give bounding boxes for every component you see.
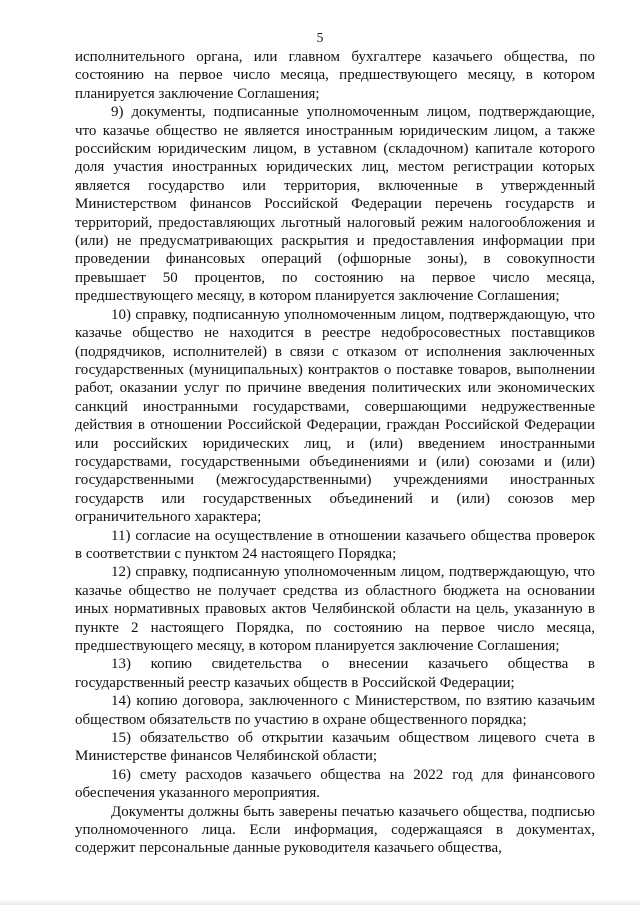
paragraph-item-13: 13) копию свидетельства о внесении казачьего общества в государственный реестр казачьих обществ в Российской Федерации; bbox=[75, 656, 595, 691]
paragraph-continuation: исполнительного органа, или главном бухгалтере казачьего общества, по состоянию на первое число месяца, предшествующего месяцу, в котором планируется заключение Соглашения; bbox=[75, 49, 595, 102]
paragraph-documents-note: Документы должны быть заверены печатью казачьего общества, подписью уполномоченного лица. Если информация, содержащаяся в документах, содержит персональные данные руководителя казачьего общества, bbox=[75, 803, 595, 857]
document-body bbox=[75, 48, 595, 858]
scan-edge bbox=[0, 899, 640, 905]
page-number: 5 bbox=[316, 30, 324, 45]
paragraph-item-12: 12) справку, подписанную уполномоченным лицом, подтверждающую, что казачье общество не получает средства из областного бюджета на основании иных нормативных правовых актов Челябинской области на цель, указанную в пункте 2 настоящего Порядка, по состоянию на первое число месяца, предшествующего месяцу, в котором планируется заключение Соглашения; bbox=[75, 564, 595, 654]
paragraph-item-15: 15) обязательство об открытии казачьим обществом лицевого счета в Министерстве финансов Челябинской области; bbox=[75, 730, 595, 765]
paragraph-item-9: 9) документы, подписанные уполномоченным лицом, подтверждающие, что казачье общество не является иностранным юридическим лицом, а также российским юридическим лицом, в уставном (складочном) капитале которого доля участия иностранных юридических лиц, местом регистрации которых является государство или территория, включенные в утвержденный Министерством финансов Российской Федерации перечень государств и территорий, предоставляющих льготный налоговый режим налогообложения и (или) не предусматривающих раскрытия и предоставления информации при проведении финансовых операций (офшорные зоны), в совокупности превышает 50 процентов, по состоянию на первое число месяца, предшествующего месяцу, в котором планируется заключение Соглашения; bbox=[75, 104, 595, 305]
paragraph-item-10: 10) справку, подписанную уполномоченным лицом, подтверждающую, что казачье общество не находится в реестре недобросовестных поставщиков (подрядчиков, исполнителей) в связи с отказом от исполнения заключенных государственных (муниципальных) контрактов о поставке товаров, выполнении работ, оказании услуг по причине введения политических или экономических санкций иностранными государствами, совершающими недружественные действия в отношении Российской Федерации, граждан Российской Федерации или российских юридических лиц, и (или) введением иностранными государствами, государственными объединениями и (или) союзами и (или) государственными (межгосударственными) учреждениями иностранных государств или государственных объединений и (или) союзов мер ограничительного характера; bbox=[75, 306, 595, 526]
paragraph-item-11: 11) согласие на осуществление в отношении казачьего общества проверок в соответствии с пунктом 24 настоящего Порядка; bbox=[75, 527, 595, 562]
paragraph-item-14: 14) копию договора, заключенного с Министерством, по взятию казачьим обществом обязательств по участию в охране общественного порядка; bbox=[75, 693, 595, 728]
paragraph-item-16: 16) смету расходов казачьего общества на 2022 год для финансового обеспечения указанного мероприятия. bbox=[75, 766, 595, 802]
